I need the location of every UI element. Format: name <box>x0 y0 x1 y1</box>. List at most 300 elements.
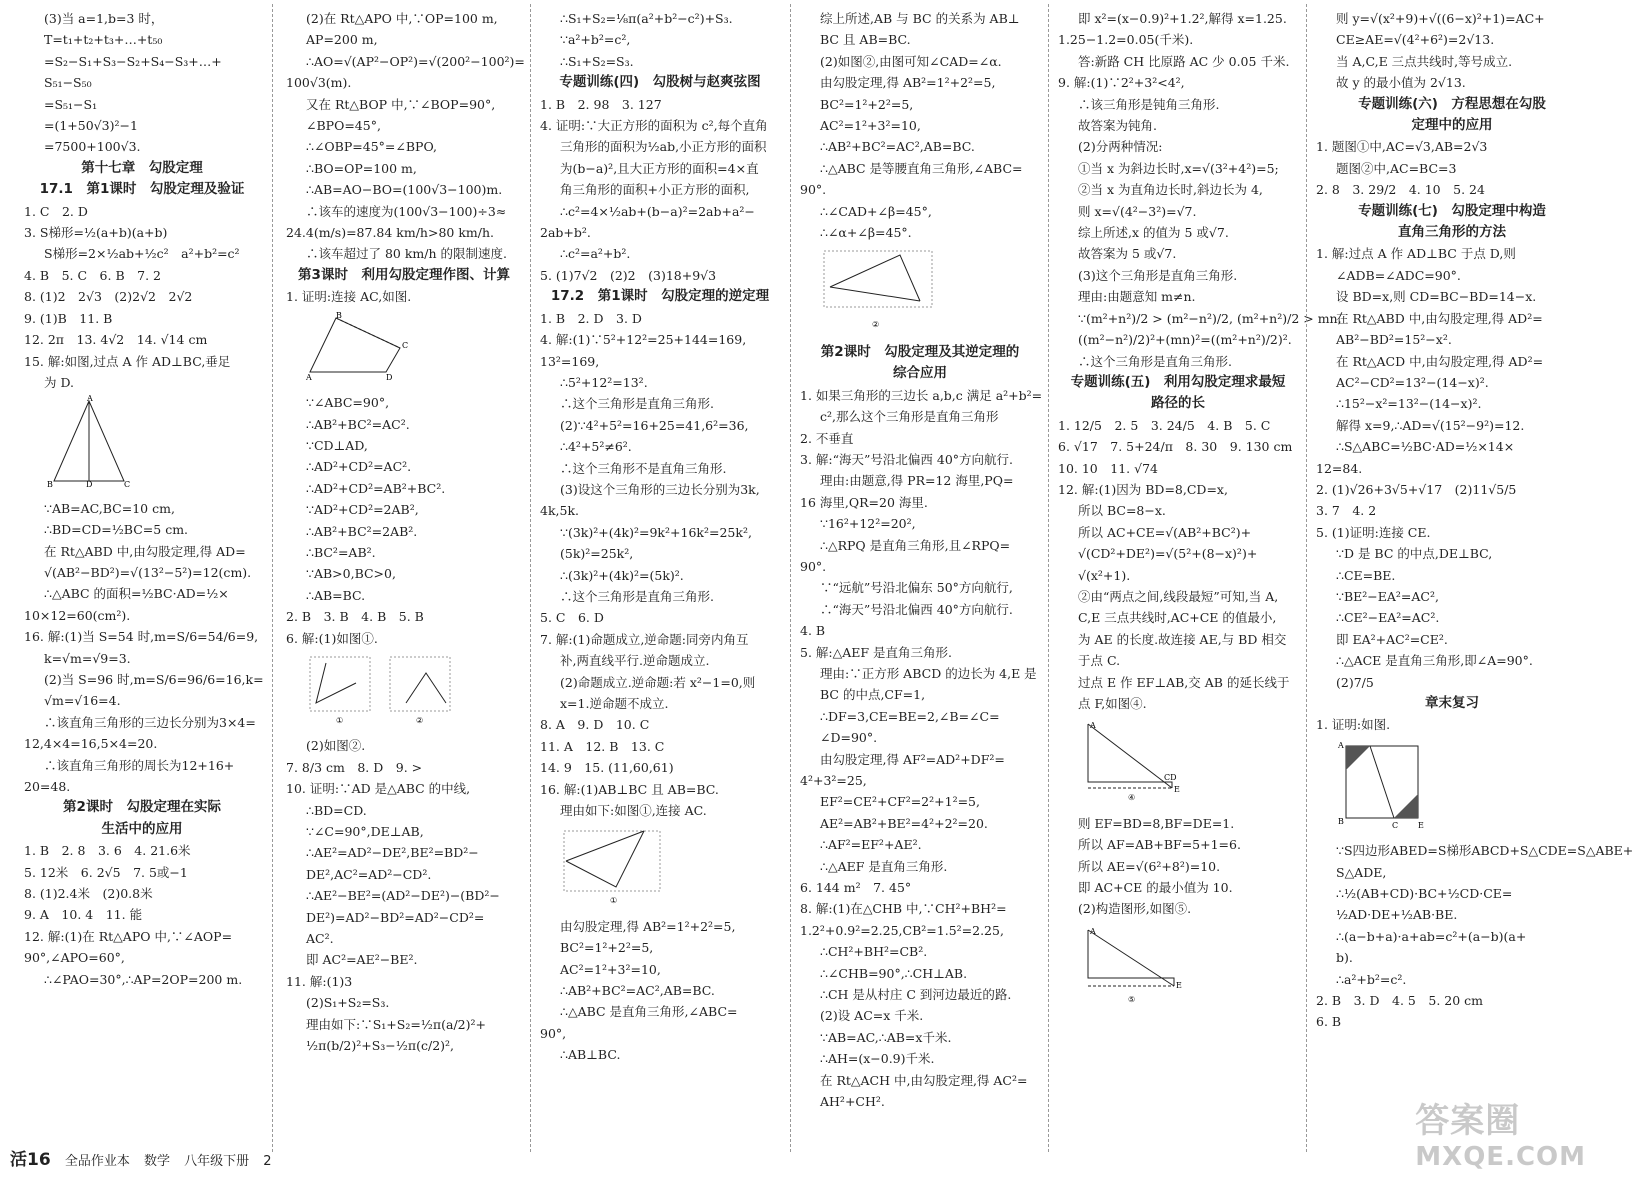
answer-line: 8. (1)2.4米 (2)0.8米 <box>24 886 153 902</box>
answer-line: b). <box>1336 950 1353 966</box>
answer-line: 1. 如果三角形的三边长 a,b,c 满足 a²+b²= <box>800 387 1043 403</box>
answer-line: ∴∠PAO=30°,∴AP=2OP=200 m. <box>44 971 243 987</box>
answer-line: ∴∠CHB=90°,∴CH⊥AB. <box>820 965 968 981</box>
answer-line: ∴AE²−BE²=(AD²−DE²)−(BD²− <box>306 888 500 904</box>
fig-quad <box>306 312 522 388</box>
answer-line: 1. 题图①中,AC=√3,AB=2√3 <box>1316 139 1488 155</box>
column-divider <box>790 4 791 1152</box>
answer-line: 5. (1)7√2 (2)2 (3)18+9√3 <box>540 267 717 283</box>
version: 2 <box>263 1154 272 1169</box>
answer-line: 3. 解:“海天”号沿北偏西 40°方向航行. <box>800 451 1013 467</box>
column-divider <box>272 4 273 1152</box>
answer-line: 4. 证明:∵大正方形的面积为 c²,每个直角 <box>540 118 768 134</box>
answer-line: T=t₁+t₂+t₃+…+t₅₀ <box>44 32 163 48</box>
svg-text:A: A <box>1338 740 1344 750</box>
answer-line: ∴S₁+S₂=⅛π(a²+b²−c²)+S₃. <box>560 11 733 26</box>
svg-text:②: ② <box>872 320 880 330</box>
column-2 <box>286 8 525 1056</box>
answer-line: 6. √17 7. 5+24/π 8. 30 9. 130 cm <box>1058 439 1293 455</box>
answer-line: 在 Rt△ACH 中,由勾股定理,得 AC²= <box>820 1072 1028 1088</box>
answer-line: 2. 8 3. 29/2 4. 10 5. 24 <box>1316 182 1485 198</box>
answer-line: 16 海里,QR=20 海里. <box>800 494 928 510</box>
answer-line: 13²=169, <box>540 353 600 369</box>
answer-line: 题图②中,AC=BC=3 <box>1336 160 1457 176</box>
answer-line: √(x²+1). <box>1078 567 1131 583</box>
answer-line: √m=√16=4. <box>44 693 121 709</box>
answer-line: ∴△ACE 是直角三角形,即∠A=90°. <box>1336 653 1533 669</box>
section-heading: 第2课时 勾股定理及其逆定理的 <box>820 343 1020 360</box>
answer-line: ∴∠CAD+∠β=45°, <box>820 203 932 219</box>
answer-line: ∴△ABC 是等腰直角三角形,∠ABC= <box>820 160 1023 176</box>
fig-short <box>1078 718 1298 808</box>
section-heading: 生活中的应用 <box>101 820 183 837</box>
answer-line: 当 A,C,E 三点共线时,等号成立. <box>1336 53 1513 69</box>
section-heading: 专题训练(七) 勾股定理中构造 <box>1358 202 1546 219</box>
answer-line: 4. B <box>800 623 826 639</box>
answer-line: 20=48. <box>24 779 71 794</box>
answer-line: 在 Rt△ABD 中,由勾股定理,得 AD= <box>44 543 246 559</box>
svg-text:A: A <box>306 372 312 382</box>
section-heading: 第十七章 勾股定理 <box>81 159 203 176</box>
answer-line: k=√m=√9=3. <box>44 650 131 666</box>
column-divider <box>530 4 531 1152</box>
answer-line: 9. A 10. 4 11. 能 <box>24 907 143 923</box>
answer-line: ∴BD=CD. <box>306 802 367 818</box>
answer-line: S梯形=2×½ab+½c² a²+b²=c² <box>44 246 240 262</box>
svg-text:①: ① <box>336 715 344 725</box>
answer-line: ∴AE²=AD²−DE²,BE²=BD²− <box>306 845 479 861</box>
answer-line: BC²=1²+2²=5, <box>820 96 914 112</box>
answer-line: (2)S₁+S₂=S₃. <box>306 995 390 1011</box>
answer-line: √(AB²−BD²)=√(13²−5²)=12(cm). <box>44 564 252 580</box>
answer-line: ∵a²+b²=c², <box>560 32 631 48</box>
answer-line: 1. 证明:连接 AC,如图. <box>286 289 412 305</box>
answer-line: ∵AB=AC,BC=10 cm, <box>44 500 175 516</box>
answer-line: ∵AB>0,BC>0, <box>306 566 396 582</box>
answer-line: 又在 Rt△BOP 中,∵∠BOP=90°, <box>306 96 496 112</box>
watermark <box>1415 1093 1586 1172</box>
svg-text:C: C <box>124 480 131 490</box>
answer-line: =7500+100√3. <box>44 139 141 155</box>
answer-line: 8. (1)2 2√3 (2)2√2 2√2 <box>24 289 193 305</box>
answer-line: ∠ADB=∠ADC=90°. <box>1336 267 1461 283</box>
answer-line: 2. 不垂直 <box>800 430 854 446</box>
answer-line: 7. 8/3 cm 8. D 9. > <box>286 759 423 775</box>
answer-line: 即 x²=(x−0.9)²+1.2²,解得 x=1.25. <box>1078 11 1287 26</box>
answer-line: 6. 144 m² 7. 45° <box>800 880 912 896</box>
answer-line: ∴CE²−EA²=AC². <box>1336 610 1440 626</box>
book-title: 全品作业本 <box>64 1154 130 1169</box>
answer-line: 12. 2π 13. 4√2 14. √14 cm <box>24 332 208 348</box>
answer-line: ∵“远航”号沿北偏东 50°方向航行, <box>820 580 1013 596</box>
watermark-line1: 答案圈 <box>1415 1101 1521 1141</box>
answer-line: (2)如图②. <box>306 738 366 754</box>
answer-line: ½AD·DE+½AB·BE. <box>1336 907 1458 923</box>
svg-text:C: C <box>1392 820 1399 830</box>
answer-line: 10×12=60(cm²). <box>24 607 131 623</box>
answer-line: S△ADE, <box>1336 864 1387 880</box>
fig-square <box>1336 740 1588 836</box>
answer-line: 过点 E 作 EF⊥AB,交 AB 的延长线于 <box>1078 674 1290 690</box>
answer-line: 于点 C. <box>1078 653 1121 669</box>
answer-line: ∴BC²=AB². <box>306 544 376 560</box>
answer-line: 即 AC²=AE²−BE². <box>306 952 418 968</box>
answer-line: (3)设这个三角形的三边长分别为3k, <box>560 481 760 497</box>
answer-line: 所以 AC+CE=√(AB²+BC²)+ <box>1078 524 1252 540</box>
column-1 <box>24 8 264 990</box>
answer-line: BC 的中点,CF=1, <box>820 687 926 703</box>
answer-line: ∴BO=OP=100 m, <box>306 160 417 176</box>
svg-text:②: ② <box>416 715 424 725</box>
watermark-line2: MXQE.COM <box>1415 1142 1586 1172</box>
answer-line: ∴4²+5²≠6². <box>560 439 632 455</box>
answer-line: ②当 x 为直角边长时,斜边长为 4, <box>1078 182 1263 198</box>
answer-line: 4²+3²=25, <box>800 773 867 788</box>
answer-line: 2. B 3. B 4. B 5. B <box>286 609 424 625</box>
answer-line: BC²=1²+2²=5, <box>560 940 654 956</box>
answer-line: (5k)²=25k², <box>560 546 634 562</box>
answer-line: 综上所述,AB 与 BC 的关系为 AB⊥ <box>820 11 1020 26</box>
answer-line: 为(b−a)²,且大正方形的面积=4×直 <box>560 160 759 176</box>
answer-line: 即 AC+CE 的最小值为 10. <box>1078 880 1233 896</box>
answer-line: 在 Rt△ACD 中,由勾股定理,得 AD²= <box>1336 353 1544 369</box>
answer-line: x=1.逆命题不成立. <box>560 696 669 711</box>
answer-line: 由勾股定理,得 AF²=AD²+DF²= <box>820 751 1005 767</box>
answer-line: EF²=CE²+CF²=2²+1²=5, <box>820 794 980 810</box>
grade: 八年级下册 <box>184 1154 250 1169</box>
answer-line: 故答案为钝角. <box>1078 118 1157 134</box>
answer-line: AC²=1²+3²=10, <box>560 961 661 977</box>
answer-line: ∴该直角三角形的周长为12+16+ <box>44 757 235 773</box>
answer-line: C,E 三点共线时,AC+CE 的值最小, <box>1078 610 1277 626</box>
answer-line: AC²=1²+3²=10, <box>820 118 921 134</box>
answer-line: 5. 12米 6. 2√5 7. 5或−1 <box>24 864 188 880</box>
answer-line: 24.4(m/s)=87.84 km/h>80 km/h. <box>286 225 495 241</box>
answer-line: ∴c²=a²+b². <box>560 246 631 262</box>
page-footer <box>10 1145 282 1170</box>
answer-line: ∴这个三角形不是直角三角形. <box>560 460 727 476</box>
answer-line: ∴½(AB+CD)·BC+½CD·CE= <box>1336 886 1513 902</box>
answer-line: DE²)=AD²−BD²=AD²−CD²= <box>306 909 485 925</box>
answer-line: ∴AB=AO−BO=(100√3−100)m. <box>306 182 503 198</box>
answer-line: ∵(m²+n²)/2 > (m²−n²)/2, (m²+n²)/2 > mn, <box>1078 310 1342 326</box>
column-6 <box>1316 8 1633 1033</box>
answer-line: 9. (1)B 11. B <box>24 310 113 326</box>
svg-text:⑤: ⑤ <box>1128 994 1136 1004</box>
answer-line: ∴△ABC 是直角三角形,∠ABC= <box>560 1004 738 1020</box>
answer-line: 7. 解:(1)命题成立,逆命题:同旁内角互 <box>540 631 749 647</box>
fig-grid3 <box>820 247 1040 337</box>
answer-line: 1. C 2. D <box>24 203 88 219</box>
answer-line: 由勾股定理,得 AB²=1²+2²=5, <box>560 918 736 934</box>
svg-text:E: E <box>1174 785 1180 795</box>
answer-line: CE≥AE=√(4²+6²)=2√13. <box>1336 32 1495 48</box>
svg-text:B: B <box>1338 816 1344 826</box>
answer-line: ∴△ABC 的面积=½BC·AD=½× <box>44 586 229 602</box>
answer-line: 5. (1)证明:连接 CE. <box>1316 524 1431 540</box>
answer-line: ∵∠C=90°,DE⊥AB, <box>306 824 424 839</box>
answer-line: 故 y 的最小值为 2√13. <box>1336 75 1466 91</box>
svg-text:A: A <box>1090 926 1096 936</box>
section-heading: 17.1 第1课时 勾股定理及验证 <box>39 181 245 198</box>
answer-line: 14. 9 15. (11,60,61) <box>540 760 674 776</box>
answer-line: (2)如图②,由图可知∠CAD=∠α. <box>820 53 1002 69</box>
answer-line: ∴AD²+CD²=AB²+BC². <box>306 480 446 496</box>
answer-line: ∴15²−x²=13²−(14−x)². <box>1336 396 1482 412</box>
answer-line: AP=200 m, <box>306 32 378 48</box>
answer-line: AB²−BD²=15²−x². <box>1336 332 1452 348</box>
answer-line: 4k,5k. <box>540 503 580 519</box>
answer-line: (2)设 AC=x 千米. <box>820 1008 924 1024</box>
answer-line: =S₅₁−S₁ <box>44 96 98 112</box>
answer-line: ∵AD²+CD²=2AB², <box>306 502 419 518</box>
answer-line: 理由:∵正方形 ABCD 的边长为 4,E 是 <box>820 665 1037 681</box>
answer-line: ∴CH 是从村庄 C 到河边最近的路. <box>820 987 1012 1003</box>
answer-line: ∴这个三角形是直角三角形. <box>560 588 714 604</box>
answer-line: 所以 AE=√(6²+8²)=10. <box>1078 858 1221 874</box>
answer-line: AE²=AB²+BE²=4²+2²=20. <box>820 815 988 831</box>
answer-line: ∴S△ABC=½BC·AD=½×14× <box>1336 439 1515 455</box>
svg-text:④: ④ <box>1128 793 1136 803</box>
answer-line: ∴AB²+BC²=2AB². <box>306 523 418 539</box>
fig-construct <box>1078 924 1298 1010</box>
answer-line: ∵∠ABC=90°, <box>306 395 390 411</box>
answer-line: 所以 BC=8−x. <box>1078 503 1166 519</box>
answer-line: ∴AO=√(AP²−OP²)=√(200²−100²)= <box>306 53 525 69</box>
answer-line: ∴a²+b²=c². <box>1336 971 1407 987</box>
answer-line: 为 D. <box>44 374 75 390</box>
answer-line: ∴(3k)²+(4k)²=(5k)². <box>560 567 684 583</box>
svg-text:①: ① <box>610 896 618 906</box>
answer-line: DE²,AC²=AD²−CD². <box>306 866 432 882</box>
answer-line: 故答案为 5 或√7. <box>1078 246 1177 262</box>
answer-line: 1. B 2. 8 3. 6 4. 21.6米 <box>24 843 191 859</box>
answer-line: 补,两直线平行.逆命题成立. <box>560 653 710 669</box>
column-divider <box>1048 4 1049 1152</box>
answer-line: ∴该车的速度为(100√3−100)÷3≈ <box>306 203 507 219</box>
answer-line: 10. 证明:∵AD 是△ABC 的中线, <box>286 781 471 797</box>
answer-line: (2)∵4²+5²=16+25=41,6²=36, <box>560 417 749 433</box>
answer-line: ∴5²+12²=13². <box>560 374 648 390</box>
answer-line: S₅₁−S₅₀ <box>44 75 92 91</box>
answer-line: 解得 x=9,∴AD=√(15²−9²)=12. <box>1336 417 1525 433</box>
answer-line: AC². <box>306 931 334 947</box>
answer-line: 在 Rt△ABD 中,由勾股定理,得 AD²= <box>1336 310 1543 326</box>
answer-line: ∴DF=3,CE=BE=2,∠B=∠C= <box>820 708 1000 724</box>
answer-line: 理由:由题意知 m≠n. <box>1078 289 1196 305</box>
answer-line: ∴S₁+S₂=S₃. <box>560 53 634 69</box>
svg-text:A: A <box>87 394 93 404</box>
answer-line: BC 且 AB=BC. <box>820 32 911 48</box>
answer-line: ∵AB=AC,∴AB=x千米. <box>820 1029 952 1045</box>
answer-line: 12=84. <box>1316 460 1363 476</box>
svg-text:C: C <box>402 340 409 350</box>
answer-line: 则 x=√(4²−3²)=√7. <box>1078 203 1197 219</box>
answer-line: 理由:由题意,得 PR=12 海里,PQ= <box>820 473 1014 489</box>
answer-line: =(1+50√3)²−1 <box>44 118 138 134</box>
answer-line: 1. 12/5 2. 5 3. 24/5 4. B 5. C <box>1058 417 1271 433</box>
answer-line: ∴这个三角形是直角三角形. <box>1078 353 1232 369</box>
answer-line: 点 F,如图④. <box>1078 696 1147 711</box>
answer-line: (2)在 Rt△APO 中,∵OP=100 m, <box>306 11 498 26</box>
answer-line: 由勾股定理,得 AB²=1²+2²=5, <box>820 75 996 91</box>
answer-line: 1. B 2. 98 3. 127 <box>540 96 662 112</box>
answer-line: 6. B <box>1316 1014 1342 1030</box>
answer-line: ∴△RPQ 是直角三角形,且∠RPQ= <box>820 537 1011 553</box>
answer-line: 2. B 3. D 4. 5 5. 20 cm <box>1316 993 1483 1009</box>
section-heading: 17.2 第1课时 勾股定理的逆定理 <box>550 288 770 305</box>
fig-grid2 <box>306 653 522 731</box>
answer-line: ∴AH=(x−0.9)千米. <box>820 1051 935 1067</box>
svg-text:CD: CD <box>1164 773 1177 783</box>
answer-line: 1.25−1.2=0.05(千米). <box>1058 32 1194 48</box>
answer-line: (2)分两种情况: <box>1078 139 1163 155</box>
answer-line: 所以 AF=AB+BF=5+1=6. <box>1078 837 1241 853</box>
answer-line: 5. C 6. D <box>540 610 604 626</box>
fig-grid1 <box>560 825 780 911</box>
answer-line: ∴c²=4×½ab+(b−a)²=2ab+a²− <box>560 203 755 219</box>
answer-line: c²,那么这个三角形是直角三角形 <box>820 409 999 425</box>
answer-line: 4. B 5. C 6. B 7. 2 <box>24 267 161 283</box>
svg-text:E: E <box>1418 820 1424 830</box>
answer-line: ∵BE²−EA²=AC², <box>1336 588 1439 604</box>
answer-line: (2)构造图形,如图⑤. <box>1078 901 1192 917</box>
section-heading: 第3课时 利用勾股定理作图、计算 <box>298 266 510 283</box>
answer-line: 1. B 2. D 3. D <box>540 310 642 326</box>
answer-line: ∴AB²+BC²=AC². <box>306 416 410 432</box>
answer-line: ∵(3k)²+(4k)²=9k²+16k²=25k², <box>560 524 752 540</box>
answer-line: 理由如下:如图①,连接 AC. <box>560 803 707 819</box>
answer-line: 则 y=√(x²+9)+√((6−x)²+1)=AC+ <box>1336 11 1545 26</box>
answer-line: 1. 解:过点 A 作 AD⊥BC 于点 D,则 <box>1316 246 1516 262</box>
answer-line: ∴这个三角形是直角三角形. <box>560 396 714 412</box>
answer-line: ∴“海天”号沿北偏西 40°方向航行. <box>820 601 1013 617</box>
answer-line: 综上所述,x 的值为 5 或√7. <box>1078 225 1229 241</box>
answer-line: AC²−CD²=13²−(14−x)². <box>1336 374 1489 390</box>
answer-line: ∵CD⊥AD, <box>306 437 368 453</box>
column-divider <box>1306 4 1307 1152</box>
section-heading: 章末复习 <box>1425 695 1479 711</box>
svg-text:A: A <box>1090 721 1096 731</box>
answer-line: ∴该车超过了 80 km/h 的限制速度. <box>306 246 507 262</box>
answer-line: ½π(b/2)²+S₃−½π(c/2)², <box>306 1038 455 1054</box>
section-heading: 综合应用 <box>893 365 947 382</box>
answer-line: ∠BPO=45°, <box>306 118 381 134</box>
answer-line: 4. 解:(1)∵5²+12²=25+144=169, <box>540 332 747 348</box>
answer-line: 2. (1)√26+3√5+√17 (2)11√5/5 <box>1316 481 1517 497</box>
answer-line: ∴∠OBP=45°=∠BPO, <box>306 139 437 155</box>
section-heading: 第2课时 勾股定理在实际 <box>63 799 221 816</box>
answer-line: 90°,∠APO=60°, <box>24 950 125 966</box>
answer-line: 角三角形的面积+小正方形的面积, <box>560 182 750 198</box>
svg-text:B: B <box>336 310 342 320</box>
page-badge: 活16 <box>10 1150 51 1170</box>
answer-line: (2)命题成立.逆命题:若 x²−1=0,则 <box>560 674 756 690</box>
answer-line: 11. A 12. B 13. C <box>540 738 665 754</box>
answer-line: 12. 解:(1)因为 BD=8,CD=x, <box>1058 481 1228 497</box>
answer-line: ∴该直角三角形的三边长分别为3×4= <box>44 714 256 730</box>
answer-line: 16. 解:(1)当 S=54 时,m=S/6=54/6=9, <box>24 629 259 645</box>
answer-line: ∴△AEF 是直角三角形. <box>820 858 948 874</box>
answer-line: 6. 解:(1)如图①. <box>286 630 378 646</box>
svg-text:B: B <box>47 480 53 490</box>
section-heading: 定理中的应用 <box>1411 117 1493 134</box>
answer-line: ∴CE=BE. <box>1336 567 1396 583</box>
answer-line: 16. 解:(1)AB⊥BC 且 AB=BC. <box>540 781 719 797</box>
answer-line: 2ab+b². <box>540 225 591 241</box>
answer-line: ∴AD²+CD²=AC². <box>306 459 412 475</box>
answer-line: 12. 解:(1)在 Rt△APO 中,∵∠AOP= <box>24 928 233 944</box>
answer-line: ∴AF²=EF²+AE². <box>820 837 922 853</box>
answer-line: ((m²−n²)/2)²+(mn)²=((m²+n²)/2)². <box>1078 332 1292 348</box>
svg-text:E: E <box>1176 980 1182 990</box>
answer-line: (2)当 S=96 时,m=S/6=96/6=16,k= <box>44 671 264 687</box>
answer-line: 1.2²+0.9²=2.25,CB²=1.5²=2.25, <box>800 922 1004 938</box>
answer-line: ∵S四边形ABED=S梯形ABCD+S△CDE=S△ABE+ <box>1336 843 1633 859</box>
column-4 <box>800 8 1043 1113</box>
answer-line: ∴BD=CD=½BC=5 cm. <box>44 522 189 538</box>
answer-line: √(CD²+DE²)=√(5²+(8−x)²)+ <box>1078 546 1258 562</box>
answer-line: 3. 7 4. 2 <box>1316 503 1377 519</box>
answer-line: 3. S梯形=½(a+b)(a+b) <box>24 225 168 241</box>
answer-line: 理由如下:∵S₁+S₂=½π(a/2)²+ <box>306 1016 486 1032</box>
section-heading: 直角三角形的方法 <box>1398 224 1506 241</box>
answer-line: (3)这个三角形是直角三角形. <box>1078 267 1238 283</box>
answer-line: 12,4×4=16,5×4=20. <box>24 736 158 752</box>
answer-line: 设 BD=x,则 CD=BC−BD=14−x. <box>1336 289 1537 305</box>
answer-line: 9. 解:(1)∵2²+3²<4², <box>1058 75 1185 91</box>
section-heading: 专题训练(四) 勾股树与赵爽弦图 <box>559 74 761 91</box>
answer-line: 10. 10 11. √74 <box>1058 460 1158 476</box>
answer-line: ∴AB²+BC²=AC²,AB=BC. <box>820 139 975 155</box>
answer-line: =S₂−S₁+S₃−S₂+S₄−S₃+…+ <box>44 53 222 69</box>
answer-line: ∴AB⊥BC. <box>560 1047 621 1063</box>
answer-line: 三角形的面积为½ab,小正方形的面积 <box>560 139 767 155</box>
answer-line: ∴AB²+BC²=AC²,AB=BC. <box>560 983 715 999</box>
answer-line: ∴∠α+∠β=45°. <box>820 225 912 241</box>
answer-line: (3)当 a=1,b=3 时， <box>44 11 164 26</box>
answer-line: 8. A 9. D 10. C <box>540 717 650 733</box>
answer-line: 11. 解:(1)3 <box>286 973 353 989</box>
section-heading: 路径的长 <box>1151 395 1205 412</box>
section-heading: 专题训练(六) 方程思想在勾股 <box>1358 95 1546 112</box>
answer-line: 90°, <box>540 1025 567 1041</box>
answer-line: 答:新路 CH 比原路 AC 少 0.05 千米. <box>1078 53 1290 69</box>
answer-line: ∴AB=BC. <box>306 587 366 603</box>
answer-line: 100√3(m). <box>286 75 352 91</box>
answer-line: 90°. <box>800 182 827 198</box>
answer-line: ∵D 是 BC 的中点,DE⊥BC, <box>1336 546 1493 562</box>
answer-line: 5. 解:△AEF 是直角三角形. <box>800 644 952 660</box>
answer-line: ∵16²+12²=20², <box>820 516 916 532</box>
answer-line: ∴CH²+BH²=CB². <box>820 944 928 960</box>
svg-text:D: D <box>86 480 93 490</box>
fig-triangle <box>44 394 260 493</box>
answer-line: ②由“两点之间,线段最短”可知,当 A, <box>1078 588 1279 604</box>
answer-line: 15. 解:如图,过点 A 作 AD⊥BC,垂足 <box>24 353 231 369</box>
column-3 <box>540 8 780 1066</box>
section-heading: 专题训练(五) 利用勾股定理求最短 <box>1070 373 1286 390</box>
answer-line: 即 EA²+AC²=CE². <box>1336 631 1448 647</box>
svg-text:D: D <box>386 372 393 382</box>
answer-line: (2)7/5 <box>1336 674 1374 690</box>
answer-line: 1. 证明:如图. <box>1316 717 1391 733</box>
answer-line: 为 AE 的长度.故连接 AE,与 BD 相交 <box>1078 631 1287 647</box>
answer-line: AH²+CH². <box>820 1094 885 1110</box>
answer-line: ∴(a−b+a)·a+ab=c²+(a−b)(a+ <box>1336 928 1527 944</box>
answer-line: 90°. <box>800 558 827 574</box>
answer-line: ∠D=90°. <box>820 730 878 746</box>
